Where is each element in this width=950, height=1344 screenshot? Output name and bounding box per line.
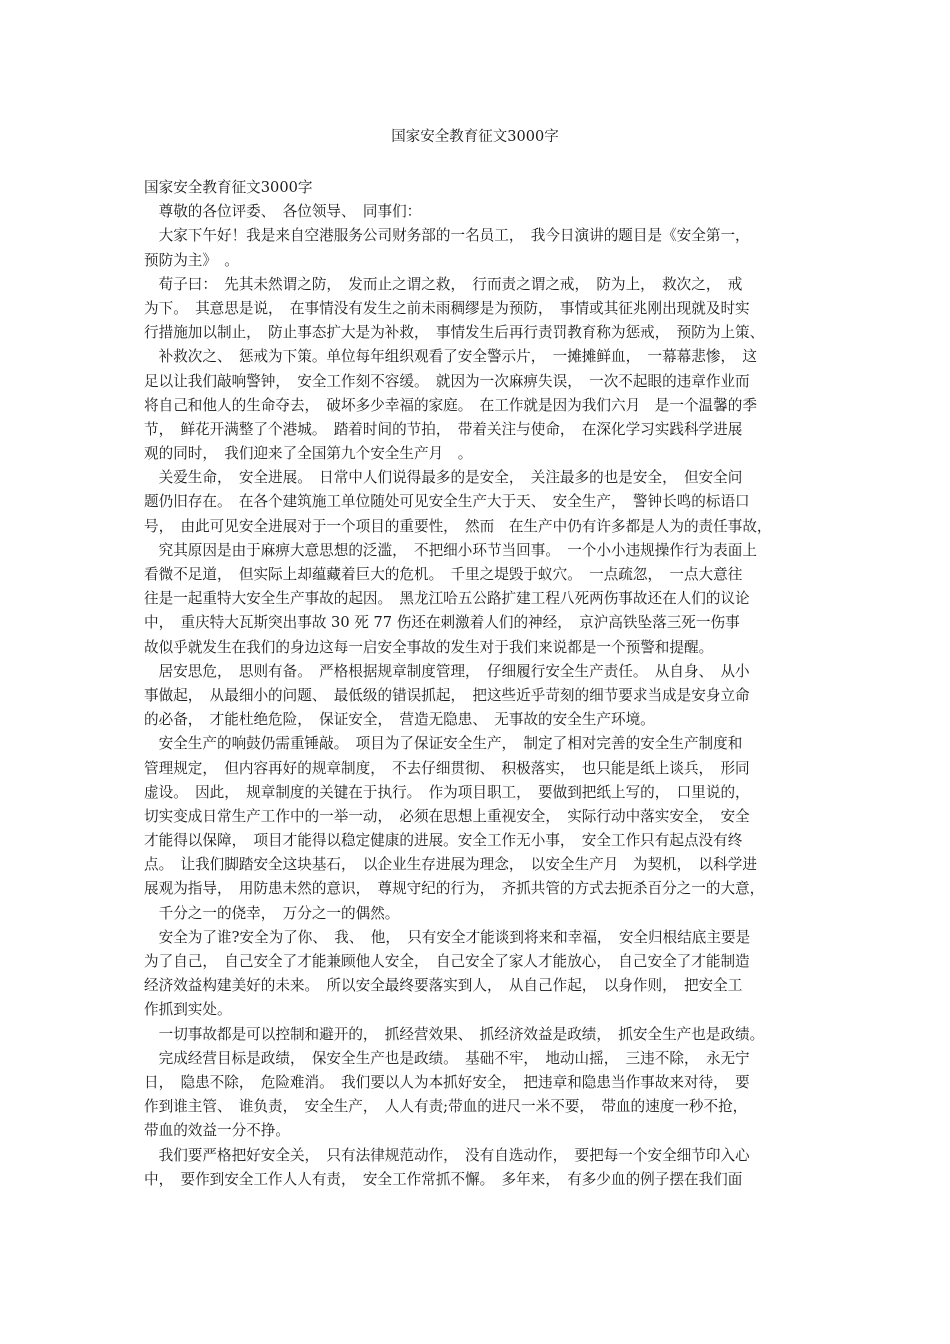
document-body (144, 176, 824, 1192)
text-line: 尊敬的各位评委、 各位领导、 同事们： (144, 203, 422, 221)
text-line: 节， 鲜花开满整了个港城。 踏着时间的节拍， 带着关注与使命， 在深化学习实践科学进展 (144, 420, 743, 438)
text-line: 切实变成日常生产工作中的一举一动， 必须在思想上重视安全， 实际行动中落实安全， 安全 (144, 807, 750, 825)
text-line: 安全生产的响鼓仍需重锤敲。 项目为了保证安全生产， 制定了相对完善的安全生产制度和 (144, 735, 743, 753)
text-line: 大家下午好！我是来自空港服务公司财务部的一名员工， 我今日演讲的题目是《安全第一， (144, 227, 750, 245)
text-line: 往是一起重特大安全生产事故的起因。 黑龙江哈五公路扩建工程八死两伤事故还在人们的议论 (144, 590, 750, 608)
text-line: 管理规定， 但内容再好的规章制度， 不去仔细贯彻、 积极落实， 也只能是纸上谈兵， 形同 (144, 759, 750, 777)
text-line: 为了自己， 自己安全了才能兼顾他人安全， 自己安全了家人才能放心， 自己安全了才能制造 (144, 953, 750, 970)
text-line: 补救次之、 惩戒为下策。单位每年组织观看了安全警示片， 一摊摊鲜血， 一幕幕悲惨， 这 (144, 348, 757, 366)
document-title: 国家安全教育征文3000字 (391, 129, 559, 145)
text-line: 看微不足道， 但实际上却蕴藏着巨大的危机。 千里之堤毁于蚁穴。 一点疏忽， 一点大意往 (144, 566, 743, 583)
text-line: 安全为了谁?安全为了你、 我、 他， 只有安全才能谈到将来和幸福， 安全归根结底主要是 (144, 928, 751, 946)
text-line: 号， 由此可见安全进展对于一个项目的重要性， 然而 在生产中仍有许多都是人为的责任事故， (144, 517, 772, 535)
text-line: 将自己和他人的生命夺去， 破坏多少幸福的家庭。 在工作就是因为我们六月 是一个温馨的季 (144, 396, 757, 414)
text-line: 千分之一的侥幸， 万分之一的偶然。 (144, 904, 400, 922)
text-line: 中， 重庆特大瓦斯突出事故 30 死 77 伤还在刺激着人们的神经， 京沪高铁坠落三死一伤事 (144, 614, 740, 632)
text-line: 荀子曰： 先其未然谓之防， 发而止之谓之救， 行而责之谓之戒， 防为上， 救次之， 戒 (144, 275, 743, 293)
text-line: 行措施加以制止， 防止事态扩大是为补救， 事情发生后再行责罚教育称为惩戒， 预防为上策、 (144, 324, 765, 342)
text-line: 我们要严格把好安全关， 只有法律规范动作， 没有自选动作， 要把每一个安全细节印入心 (144, 1146, 750, 1164)
text-line: 点。 让我们脚踏安全这块基石， 以企业生存进展为理念， 以安全生产月 为契机， 以科学进 (144, 856, 757, 874)
text-line: 带血的效益一分不挣。 (144, 1122, 290, 1140)
text-line: 居安思危， 思则有备。 严格根据规章制度管理， 仔细履行安全生产责任。 从自身、 从小 (144, 662, 750, 680)
text-line: 一切事故都是可以控制和避开的， 抓经营效果、 抓经济效益是政绩， 抓安全生产也是政绩。 (144, 1025, 765, 1043)
text-line: 虚设。 因此， 规章制度的关键在于执行。 作为项目职工， 要做到把纸上写的， 口里说的， (144, 783, 750, 801)
text-line: 故似乎就发生在我们的身边这每一启安全事故的发生对于我们来说都是一个预警和提醒。 (144, 638, 714, 656)
text-line: 预防为主》 。 (144, 251, 239, 269)
text-line: 观的同时， 我们迎来了全国第九个安全生产月 。 (144, 445, 473, 463)
text-line: 为下。 其意思是说， 在事情没有发生之前未雨稠缪是为预防， 事情或其征兆刚出现就及时实 (144, 299, 750, 317)
text-line: 的必备， 才能杜绝危险， 保证安全， 营造无隐患、 无事故的安全生产环境。 (144, 711, 655, 729)
text-line: 经济效益构建美好的未来。 所以安全最终要落实到人， 从自己作起， 以身作则， 把安全工 (144, 977, 743, 995)
text-line: 才能得以保障， 项目才能得以稳定健康的进展。安全工作无小事， 安全工作只有起点没有终 (144, 832, 743, 850)
text-line: 关爱生命， 安全进展。 日常中人们说得最多的是安全， 关注最多的也是安全， 但安全问 (144, 469, 743, 487)
text-line: 国家安全教育征文3000字 (144, 179, 313, 196)
text-line: 完成经营目标是政绩， 保安全生产也是政绩。 基础不牢， 地动山摇， 三违不除， 永无宁 (144, 1049, 750, 1067)
text-line: 作抓到实处。 (144, 1001, 232, 1019)
text-line: 展观为指导， 用防患未然的意识， 尊规守纪的行为， 齐抓共管的方式去扼杀百分之一的大意， (144, 880, 765, 898)
text-line: 日， 隐患不除， 危险难消。 我们要以人为本抓好安全， 把违章和隐患当作事故来对待， 要 (144, 1073, 750, 1091)
text-line: 足以让我们敲响警钟， 安全工作刻不容缓。 就因为一次麻痹失误， 一次不起眼的违章作业而 (144, 372, 750, 390)
text-line: 中， 要作到安全工作人人有责， 安全工作常抓不懈。 多年来， 有多少血的例子摆在我们面 (144, 1170, 743, 1188)
text-line: 究其原因是由于麻痹大意思想的泛滥， 不把细小环节当回事。 一个小小违规操作行为表面上 (144, 541, 757, 559)
text-line: 题仍旧存在。 在各个建筑施工单位随处可见安全生产大于天、 安全生产， 警钟长鸣的标语口 (144, 493, 750, 511)
text-line: 事做起， 从最细小的问题、 最低级的错误抓起， 把这些近乎苛刻的细节要求当成是安身立命 (144, 686, 750, 704)
text-line: 作到谁主管、 谁负责， 安全生产， 人人有责;带血的进尺一米不要， 带血的速度一秒不抢， (144, 1098, 748, 1116)
